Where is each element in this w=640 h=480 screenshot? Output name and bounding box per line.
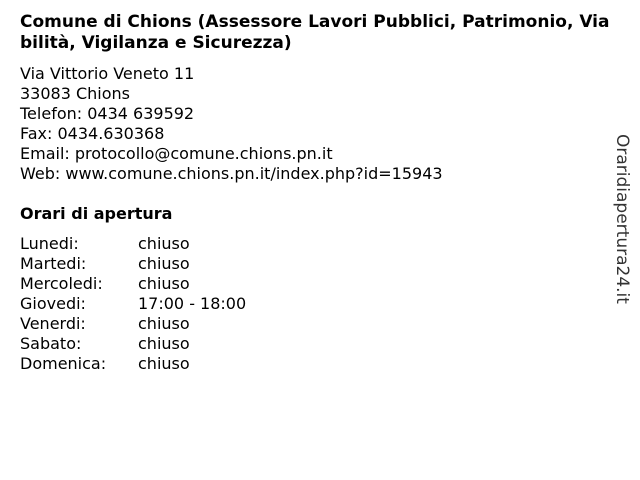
day-label: Giovedi: xyxy=(20,294,86,313)
day-label: Venerdi: xyxy=(20,314,86,333)
hours-row-saturday xyxy=(20,334,246,354)
day-hours: chiuso xyxy=(138,334,190,353)
contact-block xyxy=(20,64,443,184)
hours-row-sunday xyxy=(20,354,246,374)
page-title: Comune di Chions (Assessore Lavori Pubblici, Patrimonio, Viabilità, Vigilanza e Sicurezza) xyxy=(20,12,610,53)
opening-hours-heading: Orari di apertura xyxy=(20,204,173,223)
hours-row-thursday xyxy=(20,294,246,314)
day-label: Lunedi: xyxy=(20,234,79,253)
email-address: Email: protocollo@comune.chions.pn.it xyxy=(20,144,333,163)
day-hours: chiuso xyxy=(138,234,190,253)
day-hours: chiuso xyxy=(138,314,190,333)
day-label: Martedi: xyxy=(20,254,87,273)
opening-hours-table xyxy=(20,234,246,374)
day-hours: chiuso xyxy=(138,274,190,293)
day-label: Domenica: xyxy=(20,354,107,373)
hours-row-wednesday xyxy=(20,274,246,294)
day-label: Mercoledi: xyxy=(20,274,103,293)
hours-row-tuesday xyxy=(20,254,246,274)
day-hours: 17:00 - 18:00 xyxy=(138,294,247,313)
site-watermark: Oraridiapertura24.it xyxy=(612,134,632,304)
phone-number: Telefon: 0434 639592 xyxy=(20,104,195,123)
day-hours: chiuso xyxy=(138,354,190,373)
website-url: Web: www.comune.chions.pn.it/index.php?id=15943 xyxy=(20,164,443,183)
hours-row-friday xyxy=(20,314,246,334)
fax-number: Fax: 0434.630368 xyxy=(20,124,165,143)
day-label: Sabato: xyxy=(20,334,82,353)
address-city: 33083 Chions xyxy=(20,84,131,103)
address-street: Via Vittorio Veneto 11 xyxy=(20,64,195,83)
hours-row-monday xyxy=(20,234,246,254)
day-hours: chiuso xyxy=(138,254,190,273)
